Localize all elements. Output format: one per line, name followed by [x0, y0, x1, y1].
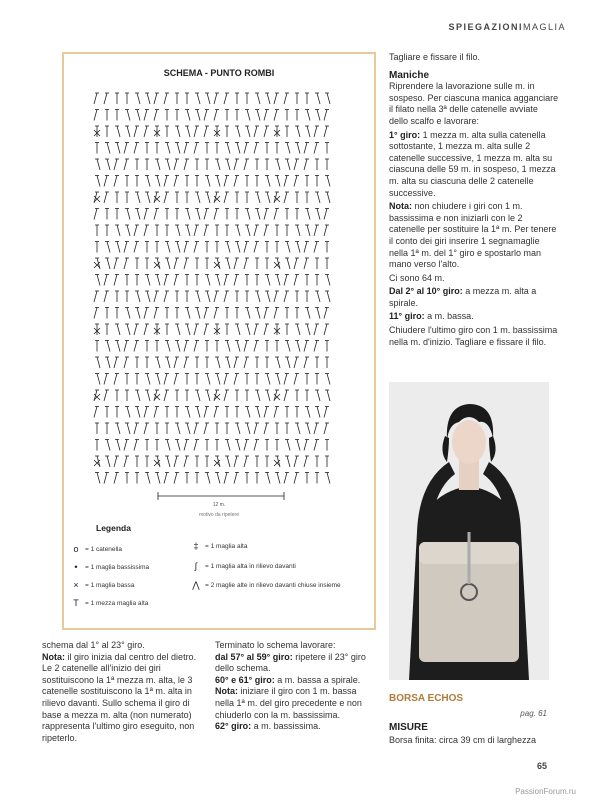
giro1-text: 1 mezza m. alta sulla catenella sottostante, 1 mezza m. alta sulle 2 catenelle successive, 1 mezza m. alta su ciascuna delle 59 m. in sospeso, 1 mezza m. alta su ciascuna delle 2 catenelle successive.: [389, 129, 556, 198]
giro2-text: a mezza m. alta a spirale.: [389, 286, 537, 308]
legend-alte-chiuse: [190, 580, 341, 591]
giro1-paragraph: [389, 130, 559, 200]
decrease-icon: ⋀: [192, 580, 200, 590]
section-header: [448, 22, 566, 32]
legenda-title: Legenda: [96, 523, 131, 533]
bm-g60-text: a m. bassa a spirale.: [274, 674, 361, 685]
borsa-title: BORSA ECHOS: [389, 693, 464, 704]
legend-text: = 1 maglia alta in rilievo davanti: [205, 562, 296, 570]
giro2-label: Dal 2° al 10° giro:: [389, 286, 463, 297]
bm-nota-text: iniziare il giro con 1 m. bassa nella 1ª m. del giro precedente e non chiuderlo con la m. bassissima.: [215, 686, 362, 720]
bm-g60-label: 60° e 61° giro:: [215, 674, 275, 685]
bm-nota-paragraph: [215, 686, 378, 721]
bm-g57-label: dal 57° al 59° giro:: [215, 651, 293, 662]
borsa-finita-text: Borsa finita: circa 39 cm di larghezza: [389, 735, 537, 745]
single-crochet-icon: ×: [73, 580, 79, 590]
bm-g62-paragraph: [215, 721, 378, 733]
intro-text: Tagliare e fissare il filo.: [389, 52, 481, 62]
legend-text: = 1 maglia bassissima: [85, 563, 150, 571]
chain-icon: o: [73, 544, 79, 554]
legend-text: = 1 maglia alta: [205, 542, 248, 550]
repeat-label: 12 m.: [212, 502, 226, 508]
instructions-right: [389, 52, 559, 350]
maniche-title: Maniche: [389, 69, 430, 81]
misure-title: MISURE: [389, 722, 428, 733]
legend-text: = 1 catenella: [85, 545, 123, 553]
header-rest: MAGLIA: [522, 22, 566, 32]
legend-mezza-alta: [70, 598, 148, 608]
page-ref: pag. 61: [520, 709, 547, 718]
legend-alta-rilievo: [190, 561, 296, 571]
legend-text: = 2 maglie alte in rilievo davanti chiuse insieme: [205, 582, 341, 589]
bm-g60-paragraph: [215, 675, 378, 687]
nota-paragraph: [389, 201, 559, 271]
repeat-note: motivo da ripetere: [198, 512, 240, 518]
bm-g57-text: ripetere il 23° giro dello schema.: [215, 651, 366, 674]
legend-bassa: [70, 580, 134, 590]
chiudere-text: Chiudere l'ultimo giro con 1 m. bassissima nella m. d'inizio. Tagliare e fissare il filo.: [389, 325, 558, 347]
instructions-bottom-left: [42, 640, 204, 744]
schema-frame: [62, 52, 376, 630]
watermark: PassionForum.ru: [515, 787, 576, 796]
bm-g62-text: a m. bassissima.: [251, 721, 321, 732]
bm-nota-label: Nota:: [215, 686, 238, 697]
legend-bassissima: [70, 562, 149, 572]
nota-label: Nota:: [389, 201, 412, 212]
schema-title: SCHEMA - PUNTO ROMBI: [163, 68, 275, 78]
giro11-label: 11° giro:: [389, 311, 425, 322]
half-double-icon: T: [73, 598, 79, 608]
bm-g57-paragraph: [215, 652, 378, 675]
legend-alta: [190, 541, 247, 551]
model-photo: [389, 382, 549, 680]
cisono-text: Ci sono 64 m.: [389, 272, 445, 283]
slip-stitch-icon: •: [74, 562, 78, 572]
double-crochet-icon: ‡: [193, 541, 199, 551]
giro11-paragraph: [389, 311, 559, 323]
maniche-text: Riprendere la lavorazione sulle m. in sospeso. Per ciascuna manica agganciare il filato nella 3ª delle catenelle avviate dello scalfo e lavorare:: [389, 81, 559, 126]
bm-g62-label: 62° giro:: [215, 721, 252, 732]
nota-text: non chiudere i giri con 1 m. bassissima e non iniziarli con le 2 catenelle per sostituire la 1ª m. Per tenere il conto dei giri inserire 1 segnamaglie nella 1ª m. del 1° giro e spostarlo man mano verso l'alto.: [389, 201, 557, 270]
bl-p1: schema dal 1° al 23° giro.: [42, 640, 145, 650]
giro11-text: a m. bassa.: [424, 311, 474, 322]
crochet-chart: [88, 88, 354, 500]
legend-text: = 1 maglia bassa: [85, 581, 135, 589]
header-bold: SPIEGAZIONI: [448, 22, 523, 32]
page-number: 65: [536, 761, 547, 771]
legend-text: = 1 mezza maglia alta: [85, 599, 149, 607]
bl-nota-text: il giro inizia dal centro del dietro. Le 2 catenelle all'inizio dei giri sostituiscono la 1ª mezza m. alta, le 3 catenelle sostituiscono la 1ª m. alta in rilievo davanti. Sullo schema il giro di base a mezza m. alta (non numerato) rappresenta l'ultimo giro eseguito, non ripeterlo.: [42, 651, 197, 743]
instructions-bottom-mid: [215, 640, 378, 733]
bl-nota-paragraph: [42, 652, 204, 745]
bm-p1: Terminato lo schema lavorare:: [215, 640, 336, 650]
giro1-label: 1° giro:: [389, 129, 421, 140]
legend-catenella: [70, 544, 122, 554]
giro2-paragraph: [389, 286, 559, 309]
bl-nota-label: Nota:: [42, 651, 65, 662]
front-post-icon: ∫: [194, 561, 198, 571]
